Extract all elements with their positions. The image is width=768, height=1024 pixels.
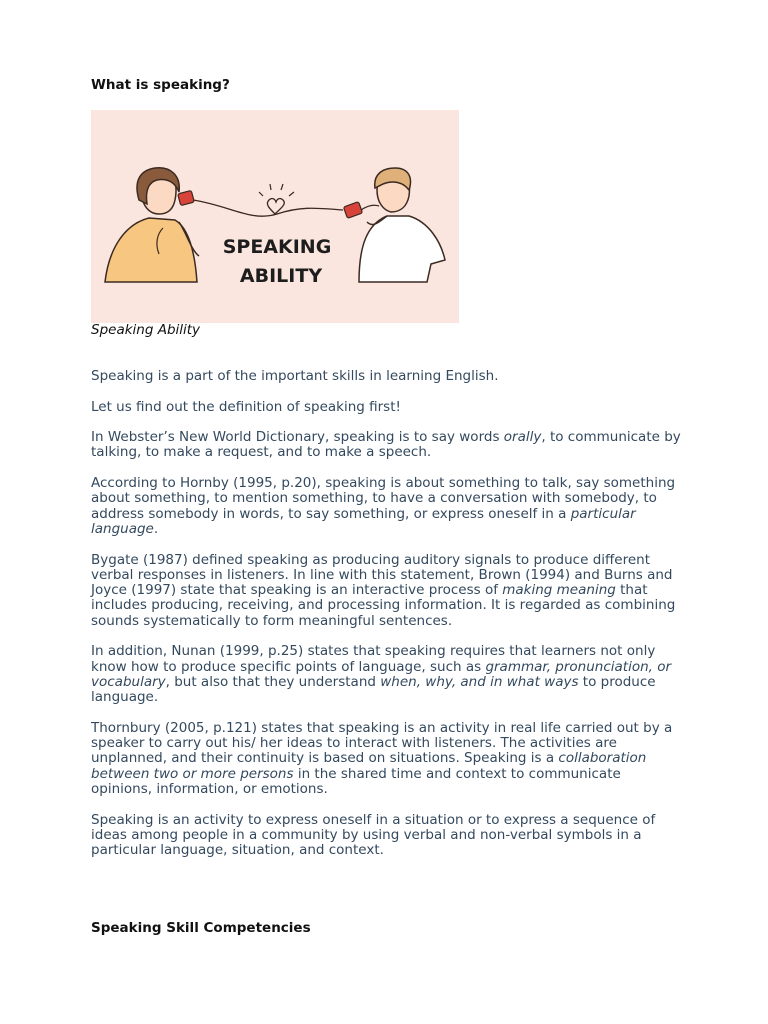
section-heading: What is speaking? (91, 77, 230, 93)
man-figure (343, 168, 445, 282)
speaking-ability-illustration (91, 110, 459, 323)
article-body (91, 369, 681, 874)
paragraph: Speaking is a part of the important skills in learning English. (91, 368, 499, 384)
paragraph: In addition, Nunan (1999, p.25) states that speaking requires that learners not only know how to produce specific points of language, such as grammar, pronunciation, or vocabulary, but also that they understand when, why, and in what ways to produce language. (91, 643, 672, 706)
sound-lines-icon (259, 184, 294, 196)
illustration-title-line2: ABILITY (239, 265, 323, 287)
paragraph: Let us find out the definition of speaking first! (91, 398, 401, 415)
paragraph: According to Hornby (1995, p.20), speaking is about something to talk, say something about something, to mention something, to have a conversation with somebody, to address somebody in words, to say something, or express oneself in a particular language. (91, 475, 676, 537)
section-heading: Speaking Skill Competencies (91, 920, 311, 936)
figure-caption: Speaking Ability (91, 322, 201, 338)
heart-icon (267, 199, 284, 214)
paragraph: Thornbury (2005, p.121) states that speaking is an activity in real life carried out by a speaker to carry out his/ her ideas to interact with listeners. The activities are unplanned, and their continuity is based on situations. Speaking is a collaboration between two or more persons in the shared time and context to communicate opinions, information, or emotions. (91, 719, 673, 798)
illustration-title-line1: SPEAKING (222, 236, 332, 258)
paragraph: Bygate (1987) defined speaking as producing auditory signals to produce different verbal responses in listeners. In line with this statement, Brown (1994) and Burns and Joyce (1997) state that speaking is an interactive process of making meaning that includes producing, receiving, and processing information. It is regarded as combining sounds systematically to form meaningful sentences. (91, 551, 676, 629)
woman-figure (105, 168, 199, 282)
paragraph: Speaking is an activity to express oneself in a situation or to express a sequence of ideas among people in a community by using verbal and non-verbal symbols in a particular language, situation, and context. (91, 811, 656, 859)
paragraph: In Webster’s New World Dictionary, speaking is to say words orally, to communicate by talking, to make a request, and to make a speech. (91, 429, 681, 461)
